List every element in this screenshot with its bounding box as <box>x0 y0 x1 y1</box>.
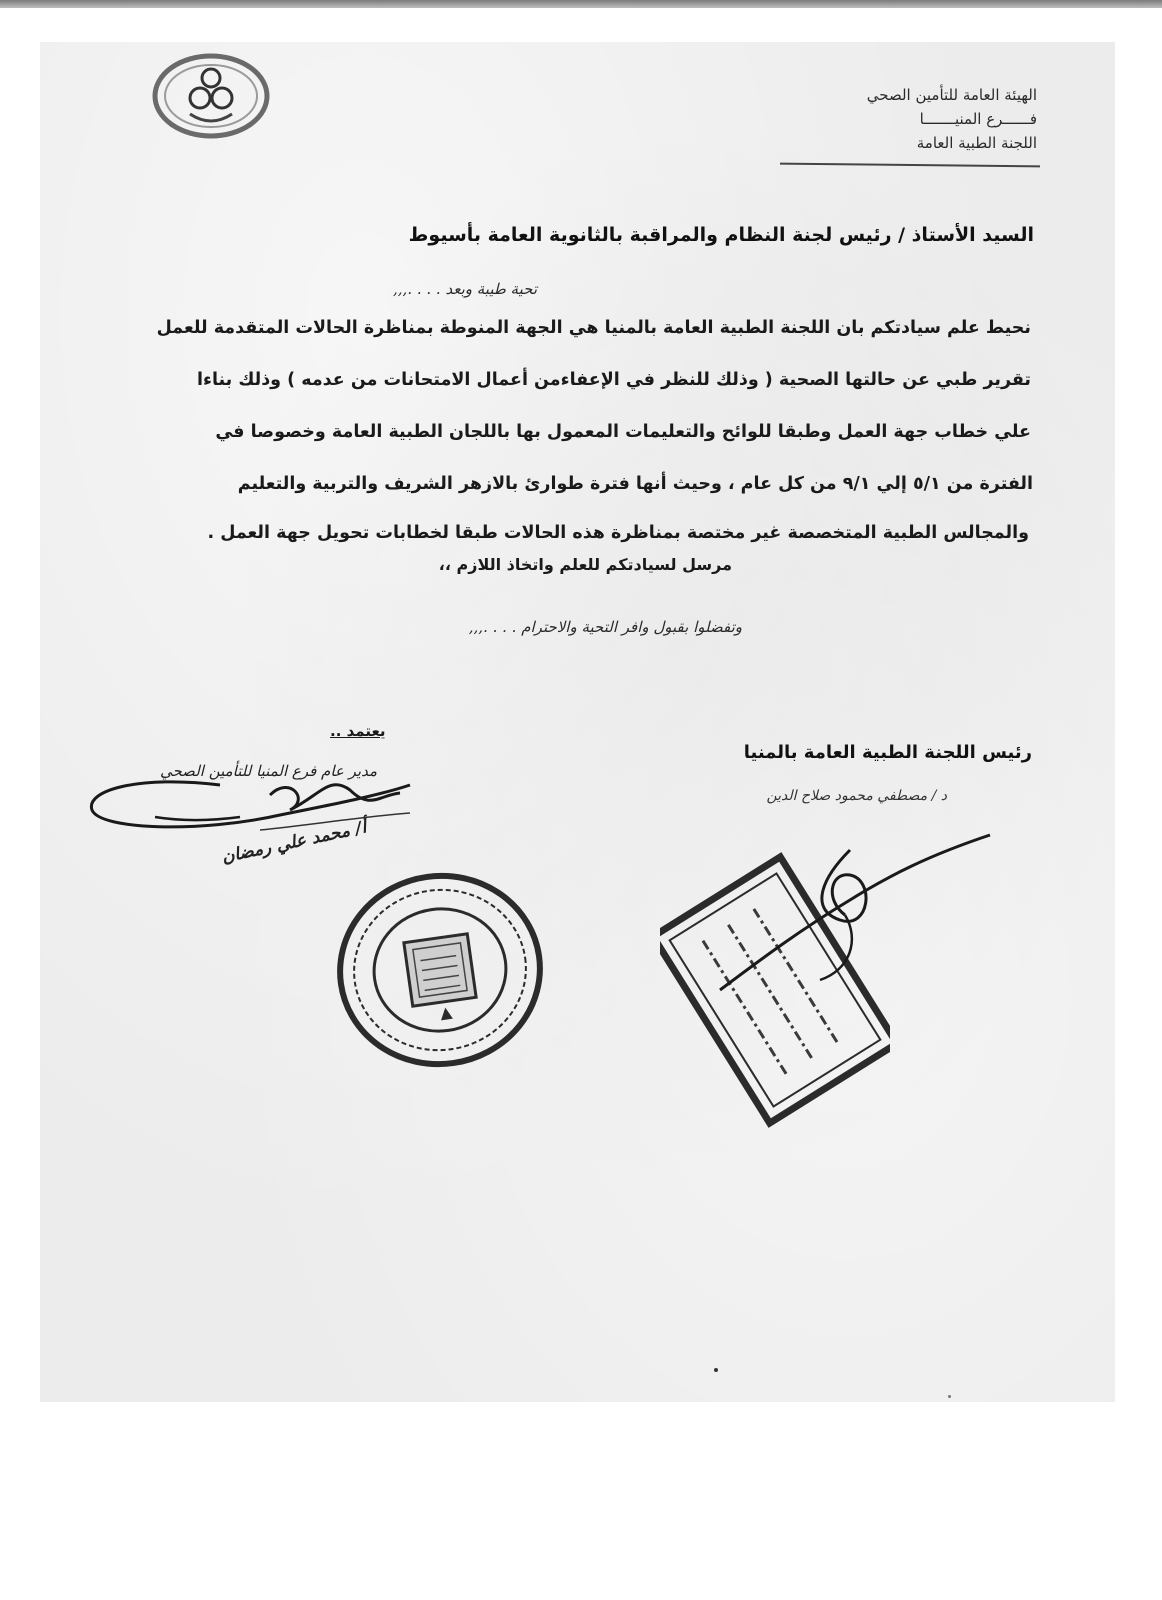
director-title: مدير عام فرع المنيا للتأمين الصحي <box>160 762 377 780</box>
scan-edge <box>0 0 1162 8</box>
approved-label: يعتمد .. <box>330 722 386 740</box>
org-committee: اللجنة الطبية العامة <box>916 134 1037 152</box>
chair-name: د / مصطفي محمود صلاح الدين <box>766 788 947 804</box>
letter-dispatch: مرسل لسيادتكم للعلم واتخاذ اللازم ،، <box>438 555 732 574</box>
org-name: الهيئة العامة للتأمين الصحي <box>866 86 1037 104</box>
scan-speck <box>714 1368 718 1372</box>
body-line: تقرير طبي عن حالتها الصحية ( وذلك للنظر في الإعفاءمن أعمال الامتحانات من عدمه ) وذلك بناءا <box>197 370 1031 390</box>
letter-address: السيد الأستاذ / رئيس لجنة النظام والمراقبة بالثانوية العامة بأسيوط <box>408 224 1034 246</box>
director-name: أ/ محمد علي رمضان <box>220 817 369 868</box>
round-seal-icon <box>330 868 550 1073</box>
health-insurance-emblem-icon <box>150 48 272 144</box>
letter-closing: وتفضلوا بقبول وافر التحية والاحترام . . . .,,, <box>468 618 742 636</box>
body-line: الفترة من ٥/١ إلي ٩/١ من كل عام ، وحيث أنها فترة طوارئ بالازهر الشريف والتربية والتعليم <box>237 474 1033 494</box>
chair-signature <box>700 820 1000 1000</box>
scan-speck <box>948 1395 951 1398</box>
body-line: والمجالس الطبية المتخصصة غير مختصة بمناظرة هذه الحالات طبقا لخطابات تحويل جهة العمل . <box>207 523 1029 543</box>
letter-page <box>40 42 1115 1402</box>
body-line: علي خطاب جهة العمل وطبقا للوائح والتعليمات المعمول بها باللجان الطبية العامة وخصوصا في <box>215 422 1031 442</box>
chair-title: رئيس اللجنة الطبية العامة بالمنيا <box>743 742 1032 763</box>
director-signature <box>80 755 450 875</box>
letter-greeting: تحية طيبة وبعد . . . .,,, <box>393 280 537 298</box>
body-line: نحيط علم سيادتكم بان اللجنة الطبية العامة بالمنيا هي الجهة المنوطة بمناظرة الحالات المتقدمة للعمل <box>156 318 1031 338</box>
org-branch: فــــــرع المنيـــــــا <box>919 110 1037 128</box>
